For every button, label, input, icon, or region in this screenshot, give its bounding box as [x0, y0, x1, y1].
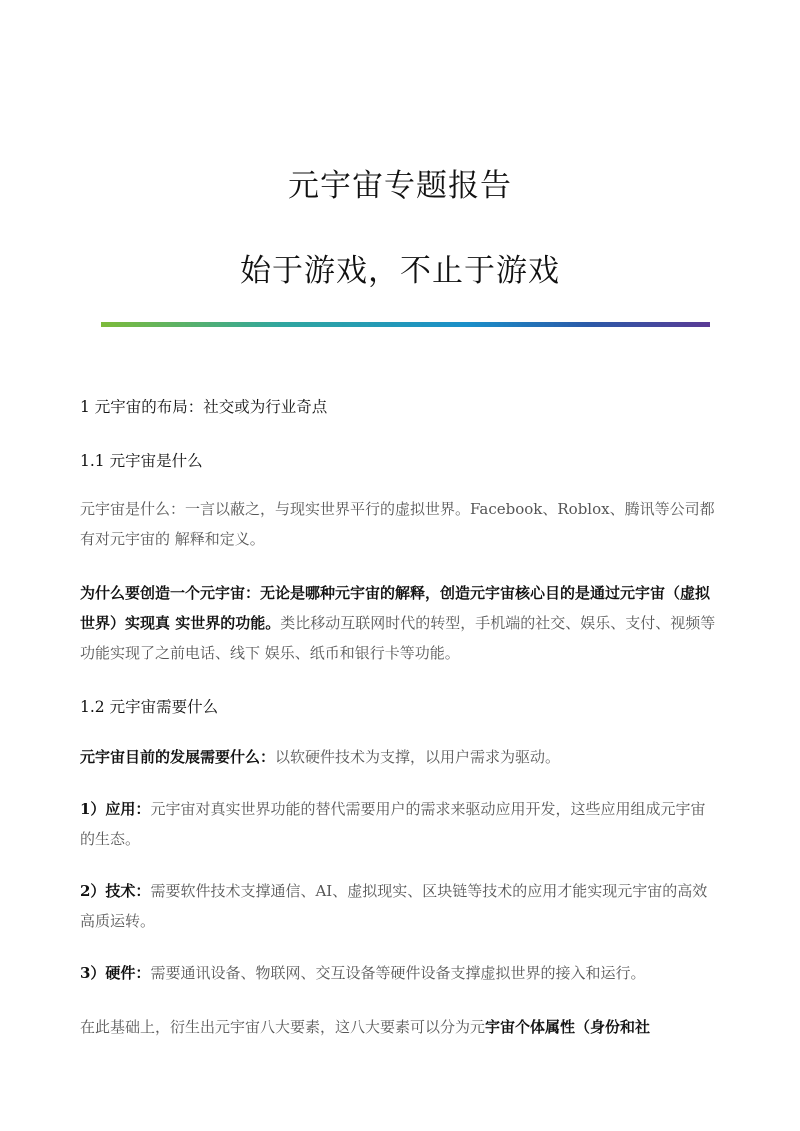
paragraph-technology-bold: 2）技术：: [80, 882, 151, 900]
paragraph-needs-body: 以软硬件技术为支撑，以用户需求为驱动。: [275, 748, 561, 766]
paragraph-needs-bold: 元宇宙目前的发展需要什么：: [80, 748, 276, 766]
paragraph-application-body: 元宇宙对真实世界功能的替代需要用户的需求来驱动应用开发，这些应用组成元宇宙的生态。: [80, 800, 706, 848]
paragraph-technology: [80, 876, 720, 936]
paragraph-needs: [80, 742, 720, 772]
paragraph-application: [80, 794, 720, 854]
paragraph-application-bold: 1）应用：: [80, 800, 151, 818]
paragraph-technology-body: 需要软件技术支撑通信、AI、虚拟现实、区块链等技术的应用才能实现元宇宙的高效高质运转。: [80, 882, 708, 930]
paragraph-why-create: [80, 578, 720, 668]
paragraph-hardware-bold: 3）硬件：: [80, 964, 151, 982]
paragraph-eight-elements-body: 在此基础上，衍生出元宇宙八大要素，这八大要素可以分为元: [80, 1018, 486, 1036]
paragraph-hardware: [80, 958, 720, 988]
report-title: 元宇宙专题报告: [288, 168, 512, 204]
report-subtitle: 始于游戏，不止于游戏: [240, 253, 560, 289]
paragraph-hardware-body: 需要通讯设备、物联网、交互设备等硬件设备支撑虚拟世界的接入和运行。: [150, 964, 646, 982]
section-1-heading: 1 元宇宙的布局：社交或为行业奇点: [80, 398, 328, 416]
paragraph-why-create-body: 类比移动互联网时代的转型，手机端的社交、娱乐、支付、视频等功能实现了之前电话、线下 娱乐、纸币和银行卡等功能。: [80, 614, 716, 662]
section-1-1-heading: 1.1 元宇宙是什么: [80, 452, 203, 470]
paragraph-eight-elements: [80, 1012, 720, 1042]
paragraph-eight-elements-bold: 宇宙个体属性（身份和社: [485, 1018, 651, 1036]
paragraph-why-create-bold: 为什么要创造一个元宇宙：无论是哪种元宇宙的解释，创造元宇宙核心目的是通过元宇宙（虚拟世界）实现真 实世界的功能。: [80, 584, 711, 632]
paragraph-what-is-metaverse: 元宇宙是什么：一言以蔽之，与现实世界平行的虚拟世界。Facebook、Roblox、腾讯等公司都有对元宇宙的 解释和定义。: [80, 500, 715, 548]
gradient-divider: [101, 322, 710, 327]
section-1-2-heading: 1.2 元宇宙需要什么: [80, 698, 219, 716]
